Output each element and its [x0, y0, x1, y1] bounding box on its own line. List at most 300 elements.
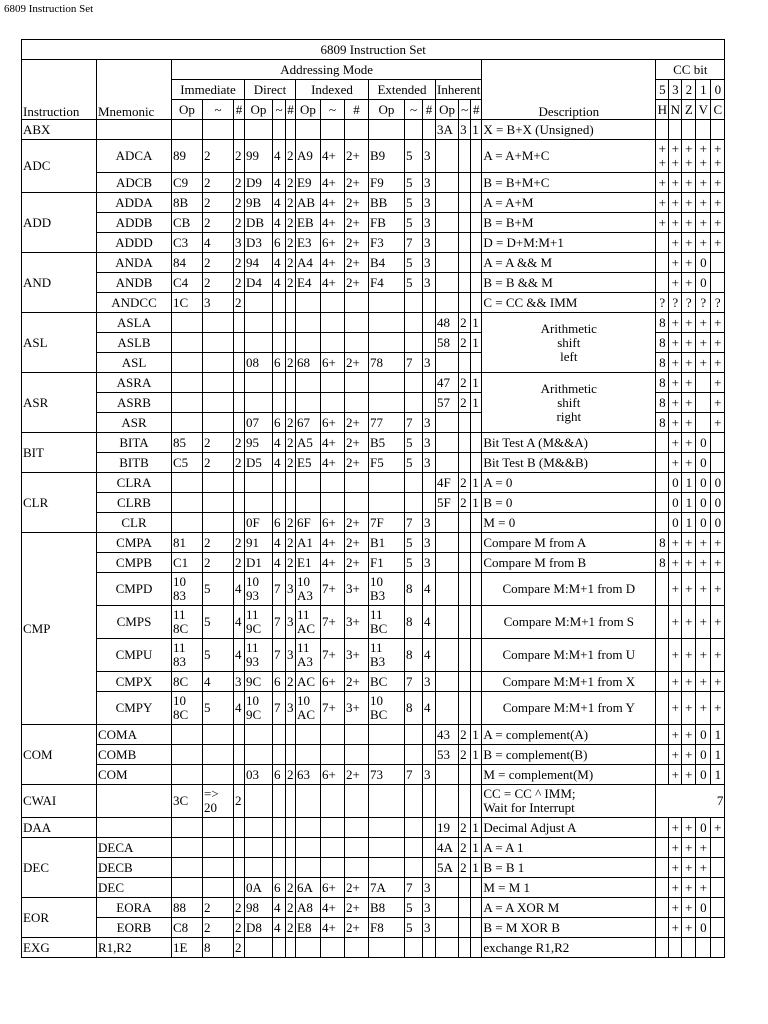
- table-title: 6809 Instruction Set: [22, 40, 725, 60]
- indexed-bytes-cell: 2+: [345, 253, 369, 273]
- direct-cycles-cell: 4: [273, 140, 286, 173]
- description-cell: Bit Test B (M&&B): [482, 453, 656, 473]
- table-row: [22, 692, 725, 725]
- cc-h-cell: [656, 938, 669, 958]
- header-immediate: Immediate: [172, 80, 245, 100]
- indexed-op-cell: [296, 473, 321, 493]
- header-cc-z: Z: [682, 100, 696, 120]
- cc-c-cell: +: [711, 692, 725, 725]
- cc-z-cell: +: [682, 353, 696, 373]
- extended-op-cell: [369, 293, 405, 313]
- immediate-op-cell: 10 83: [172, 573, 203, 606]
- extended-op-cell: F1: [369, 553, 405, 573]
- immediate-bytes-cell: 2: [234, 785, 245, 818]
- cc-v-cell: +: [696, 878, 711, 898]
- direct-bytes-cell: [286, 313, 296, 333]
- immediate-cycles-cell: [203, 858, 234, 878]
- cc-c-cell: [711, 858, 725, 878]
- indexed-op-cell: E8: [296, 918, 321, 938]
- extended-bytes-cell: [423, 333, 436, 353]
- mnemonic-cell: EORB: [97, 918, 172, 938]
- direct-bytes-cell: [286, 838, 296, 858]
- cc-v-cell: 0: [696, 473, 711, 493]
- description-cell: A = A+M+C: [482, 140, 656, 173]
- indexed-cycles-cell: [321, 313, 345, 333]
- extended-bytes-cell: 4: [423, 639, 436, 672]
- mnemonic-cell: COMA: [97, 725, 172, 745]
- instruction-cell: DEC: [22, 838, 97, 898]
- indexed-cycles-cell: [321, 293, 345, 313]
- cc-v-cell: 0: [696, 765, 711, 785]
- indexed-bytes-cell: [345, 745, 369, 765]
- extended-bytes-cell: 3: [423, 513, 436, 533]
- indexed-cycles-cell: 4+: [321, 140, 345, 173]
- extended-op-cell: 77: [369, 413, 405, 433]
- direct-bytes-cell: [286, 725, 296, 745]
- inherent-bytes-cell: [471, 433, 482, 453]
- extended-bytes-cell: [423, 473, 436, 493]
- cc-c-cell: +: [711, 533, 725, 553]
- inherent-bytes-cell: [471, 918, 482, 938]
- cc-c-cell: [711, 938, 725, 958]
- direct-cycles-cell: [273, 493, 286, 513]
- direct-bytes-cell: 2: [286, 433, 296, 453]
- indexed-bytes-cell: [345, 838, 369, 858]
- indexed-bytes-cell: [345, 313, 369, 333]
- inherent-op-cell: [436, 639, 459, 672]
- extended-cycles-cell: 8: [405, 573, 423, 606]
- inherent-bytes-cell: [471, 938, 482, 958]
- extended-cycles-cell: 8: [405, 639, 423, 672]
- indexed-cycles-cell: [321, 373, 345, 393]
- extended-cycles-cell: [405, 818, 423, 838]
- extended-cycles-cell: 7: [405, 513, 423, 533]
- cc-n-cell: +: [669, 313, 682, 333]
- immediate-op-cell: C8: [172, 918, 203, 938]
- header-mnemonic: Mnemonic: [97, 60, 172, 120]
- extended-op-cell: 73: [369, 765, 405, 785]
- extended-op-cell: [369, 938, 405, 958]
- inherent-cycles-cell: 2: [459, 725, 471, 745]
- extended-op-cell: [369, 725, 405, 745]
- extended-bytes-cell: [423, 493, 436, 513]
- table-row: [22, 493, 725, 513]
- extended-bytes-cell: [423, 725, 436, 745]
- inherent-op-cell: 53: [436, 745, 459, 765]
- cc-h-cell: [656, 233, 669, 253]
- direct-cycles-cell: 4: [273, 453, 286, 473]
- inherent-bytes-cell: 1: [471, 725, 482, 745]
- cc-h-cell: [656, 639, 669, 672]
- inherent-cycles-cell: 2: [459, 393, 471, 413]
- inherent-op-cell: [436, 513, 459, 533]
- immediate-cycles-cell: [203, 353, 234, 373]
- cc-c-cell: 1: [711, 765, 725, 785]
- cc-z-cell: +: [682, 193, 696, 213]
- cc-h-cell: [656, 273, 669, 293]
- direct-cycles-cell: 4: [273, 213, 286, 233]
- indexed-bytes-cell: [345, 493, 369, 513]
- immediate-cycles-cell: [203, 493, 234, 513]
- cc-z-cell: +: [682, 672, 696, 692]
- direct-bytes-cell: 2: [286, 533, 296, 553]
- direct-op-cell: [245, 745, 273, 765]
- cc-v-cell: 0: [696, 898, 711, 918]
- extended-cycles-cell: [405, 745, 423, 765]
- cc-n-cell: +: [669, 413, 682, 433]
- cc-h-cell: [656, 606, 669, 639]
- extended-cycles-cell: 7: [405, 878, 423, 898]
- cc-c-cell: + +: [711, 140, 725, 173]
- direct-op-cell: 11 9C: [245, 606, 273, 639]
- inherent-bytes-cell: [471, 639, 482, 672]
- instruction-cell: AND: [22, 253, 97, 313]
- direct-cycles-cell: [273, 838, 286, 858]
- inherent-bytes-cell: [471, 672, 482, 692]
- mnemonic-cell: BITB: [97, 453, 172, 473]
- inherent-bytes-cell: [471, 553, 482, 573]
- indexed-op-cell: [296, 838, 321, 858]
- instruction-cell: CLR: [22, 473, 97, 533]
- cc-z-cell: +: [682, 273, 696, 293]
- instruction-cell: EOR: [22, 898, 97, 938]
- immediate-op-cell: [172, 513, 203, 533]
- inherent-cycles-cell: 2: [459, 333, 471, 353]
- direct-cycles-cell: [273, 938, 286, 958]
- cc-c-cell: [711, 253, 725, 273]
- header-indexed: Indexed: [296, 80, 369, 100]
- cc-v-cell: +: [696, 672, 711, 692]
- immediate-bytes-cell: [234, 493, 245, 513]
- immediate-op-cell: 10 8C: [172, 692, 203, 725]
- cc-h-cell: [656, 918, 669, 938]
- extended-op-cell: B9: [369, 140, 405, 173]
- inherent-op-cell: 57: [436, 393, 459, 413]
- cc-c-cell: [711, 898, 725, 918]
- indexed-op-cell: [296, 745, 321, 765]
- extended-bytes-cell: 3: [423, 253, 436, 273]
- table-row: [22, 898, 725, 918]
- inherent-cycles-cell: 2: [459, 745, 471, 765]
- cc-h-cell: [656, 433, 669, 453]
- cc-z-cell: [682, 120, 696, 140]
- header-cc-1: 1: [696, 80, 711, 100]
- indexed-cycles-cell: 4+: [321, 173, 345, 193]
- extended-bytes-cell: 3: [423, 193, 436, 213]
- mnemonic-cell: ADCA: [97, 140, 172, 173]
- header-dir-cycles: ~: [273, 100, 286, 120]
- description-cell: exchange R1,R2: [482, 938, 656, 958]
- direct-op-cell: [245, 818, 273, 838]
- indexed-op-cell: 63: [296, 765, 321, 785]
- direct-cycles-cell: [273, 725, 286, 745]
- direct-bytes-cell: 3: [286, 606, 296, 639]
- direct-op-cell: 99: [245, 140, 273, 173]
- header-inh-op: Op: [436, 100, 459, 120]
- header-ext-op: Op: [369, 100, 405, 120]
- immediate-op-cell: 11 83: [172, 639, 203, 672]
- inherent-bytes-cell: [471, 573, 482, 606]
- indexed-cycles-cell: 4+: [321, 193, 345, 213]
- extended-cycles-cell: 5: [405, 433, 423, 453]
- cc-n-cell: +: [669, 213, 682, 233]
- extended-bytes-cell: [423, 745, 436, 765]
- cc-n-cell: +: [669, 672, 682, 692]
- cc-z-cell: +: [682, 253, 696, 273]
- cc-z-cell: +: [682, 573, 696, 606]
- table-row: [22, 373, 725, 393]
- description-cell: B = M XOR B: [482, 918, 656, 938]
- direct-op-cell: DB: [245, 213, 273, 233]
- extended-bytes-cell: [423, 938, 436, 958]
- extended-bytes-cell: [423, 393, 436, 413]
- direct-bytes-cell: 2: [286, 213, 296, 233]
- inherent-op-cell: 5A: [436, 858, 459, 878]
- cc-h-cell: 8: [656, 553, 669, 573]
- indexed-bytes-cell: 2+: [345, 918, 369, 938]
- cc-n-cell: [669, 938, 682, 958]
- immediate-cycles-cell: 2: [203, 253, 234, 273]
- mnemonic-cell: DECB: [97, 858, 172, 878]
- cc-h-cell: [656, 745, 669, 765]
- immediate-op-cell: 3C: [172, 785, 203, 818]
- cc-n-cell: +: [669, 553, 682, 573]
- direct-bytes-cell: [286, 293, 296, 313]
- description-cell: M = 0: [482, 513, 656, 533]
- extended-op-cell: [369, 393, 405, 413]
- description-cell: D = D+M:M+1: [482, 233, 656, 253]
- inherent-bytes-cell: 1: [471, 858, 482, 878]
- direct-op-cell: 9B: [245, 193, 273, 213]
- indexed-bytes-cell: 2+: [345, 513, 369, 533]
- immediate-bytes-cell: [234, 818, 245, 838]
- extended-op-cell: 7F: [369, 513, 405, 533]
- indexed-cycles-cell: 7+: [321, 606, 345, 639]
- table-row: [22, 639, 725, 672]
- indexed-cycles-cell: 4+: [321, 533, 345, 553]
- indexed-cycles-cell: [321, 333, 345, 353]
- extended-cycles-cell: 5: [405, 213, 423, 233]
- cc-c-cell: +: [711, 313, 725, 333]
- immediate-cycles-cell: 2: [203, 140, 234, 173]
- extended-bytes-cell: [423, 293, 436, 313]
- cc-c-cell: +: [711, 373, 725, 393]
- indexed-bytes-cell: [345, 333, 369, 353]
- cc-h-cell: [656, 120, 669, 140]
- immediate-bytes-cell: [234, 353, 245, 373]
- extended-bytes-cell: 3: [423, 553, 436, 573]
- description-cell: B = 0: [482, 493, 656, 513]
- inherent-op-cell: 4A: [436, 838, 459, 858]
- description-cell: A = A && M: [482, 253, 656, 273]
- direct-bytes-cell: 2: [286, 140, 296, 173]
- indexed-op-cell: E1: [296, 553, 321, 573]
- immediate-bytes-cell: [234, 393, 245, 413]
- mnemonic-cell: [97, 120, 172, 140]
- header-direct: Direct: [245, 80, 296, 100]
- immediate-op-cell: 1E: [172, 938, 203, 958]
- table-row: [22, 120, 725, 140]
- indexed-cycles-cell: 6+: [321, 513, 345, 533]
- inherent-cycles-cell: 2: [459, 313, 471, 333]
- table-row: [22, 513, 725, 533]
- inherent-bytes-cell: [471, 533, 482, 553]
- immediate-cycles-cell: 2: [203, 918, 234, 938]
- immediate-cycles-cell: [203, 838, 234, 858]
- cc-cell: 7: [656, 785, 725, 818]
- extended-op-cell: [369, 473, 405, 493]
- inherent-cycles-cell: 3: [459, 120, 471, 140]
- indexed-op-cell: E5: [296, 453, 321, 473]
- header-idx-bytes: #: [345, 100, 369, 120]
- direct-cycles-cell: 6: [273, 353, 286, 373]
- cc-z-cell: +: [682, 433, 696, 453]
- immediate-op-cell: 84: [172, 253, 203, 273]
- indexed-op-cell: [296, 725, 321, 745]
- indexed-cycles-cell: 6+: [321, 233, 345, 253]
- cc-c-cell: +: [711, 672, 725, 692]
- immediate-op-cell: 89: [172, 140, 203, 173]
- inherent-op-cell: [436, 273, 459, 293]
- immediate-op-cell: 8B: [172, 193, 203, 213]
- extended-op-cell: [369, 785, 405, 818]
- cc-h-cell: [656, 725, 669, 745]
- indexed-op-cell: [296, 120, 321, 140]
- immediate-op-cell: [172, 725, 203, 745]
- indexed-cycles-cell: [321, 725, 345, 745]
- direct-op-cell: 9C: [245, 672, 273, 692]
- extended-bytes-cell: 3: [423, 672, 436, 692]
- description-cell: A = A XOR M: [482, 898, 656, 918]
- indexed-cycles-cell: 6+: [321, 353, 345, 373]
- immediate-bytes-cell: 2: [234, 253, 245, 273]
- immediate-cycles-cell: 2: [203, 193, 234, 213]
- immediate-bytes-cell: 4: [234, 639, 245, 672]
- cc-h-cell: [656, 858, 669, 878]
- immediate-op-cell: [172, 373, 203, 393]
- extended-op-cell: F4: [369, 273, 405, 293]
- immediate-cycles-cell: 5: [203, 606, 234, 639]
- indexed-cycles-cell: 7+: [321, 573, 345, 606]
- inherent-cycles-cell: [459, 293, 471, 313]
- extended-op-cell: B1: [369, 533, 405, 553]
- description-cell: Arithmetic shift right: [482, 373, 656, 433]
- direct-bytes-cell: [286, 818, 296, 838]
- extended-bytes-cell: [423, 818, 436, 838]
- inherent-bytes-cell: [471, 898, 482, 918]
- cc-h-cell: +: [656, 173, 669, 193]
- direct-op-cell: D5: [245, 453, 273, 473]
- table-row: [22, 573, 725, 606]
- indexed-op-cell: A8: [296, 898, 321, 918]
- cc-h-cell: [656, 878, 669, 898]
- direct-cycles-cell: 6: [273, 765, 286, 785]
- inherent-op-cell: [436, 938, 459, 958]
- inherent-cycles-cell: [459, 639, 471, 672]
- mnemonic-cell: CMPB: [97, 553, 172, 573]
- table-row: [22, 140, 725, 173]
- immediate-cycles-cell: 4: [203, 672, 234, 692]
- cc-c-cell: +: [711, 353, 725, 373]
- cc-v-cell: 0: [696, 918, 711, 938]
- cc-n-cell: +: [669, 858, 682, 878]
- direct-cycles-cell: 4: [273, 253, 286, 273]
- inherent-op-cell: [436, 253, 459, 273]
- indexed-bytes-cell: [345, 725, 369, 745]
- cc-n-cell: +: [669, 453, 682, 473]
- inherent-cycles-cell: 2: [459, 473, 471, 493]
- instruction-cell: BIT: [22, 433, 97, 473]
- cc-h-cell: +: [656, 213, 669, 233]
- cc-n-cell: +: [669, 373, 682, 393]
- inherent-op-cell: [436, 453, 459, 473]
- inherent-op-cell: 5F: [436, 493, 459, 513]
- extended-op-cell: [369, 373, 405, 393]
- mnemonic-cell: ADCB: [97, 173, 172, 193]
- cc-v-cell: +: [696, 573, 711, 606]
- direct-bytes-cell: 3: [286, 573, 296, 606]
- description-cell: B = B+M: [482, 213, 656, 233]
- extended-op-cell: B8: [369, 898, 405, 918]
- header-dir-op: Op: [245, 100, 273, 120]
- immediate-op-cell: C4: [172, 273, 203, 293]
- direct-bytes-cell: [286, 393, 296, 413]
- indexed-bytes-cell: 2+: [345, 140, 369, 173]
- immediate-cycles-cell: 2: [203, 898, 234, 918]
- direct-op-cell: 03: [245, 765, 273, 785]
- immediate-bytes-cell: 2: [234, 898, 245, 918]
- direct-op-cell: 08: [245, 353, 273, 373]
- extended-cycles-cell: [405, 373, 423, 393]
- cc-n-cell: +: [669, 353, 682, 373]
- inherent-cycles-cell: [459, 253, 471, 273]
- extended-op-cell: [369, 745, 405, 765]
- cc-v-cell: [696, 373, 711, 393]
- direct-bytes-cell: 2: [286, 273, 296, 293]
- cc-z-cell: +: [682, 858, 696, 878]
- description-cell: X = B+X (Unsigned): [482, 120, 656, 140]
- extended-op-cell: 10 BC: [369, 692, 405, 725]
- cc-c-cell: ?: [711, 293, 725, 313]
- extended-cycles-cell: 5: [405, 253, 423, 273]
- immediate-op-cell: [172, 858, 203, 878]
- extended-bytes-cell: 3: [423, 878, 436, 898]
- indexed-op-cell: [296, 858, 321, 878]
- direct-bytes-cell: 2: [286, 353, 296, 373]
- inherent-bytes-cell: [471, 785, 482, 818]
- cc-h-cell: 8: [656, 393, 669, 413]
- immediate-cycles-cell: [203, 120, 234, 140]
- indexed-op-cell: 6F: [296, 513, 321, 533]
- mnemonic-cell: ASLB: [97, 333, 172, 353]
- immediate-op-cell: [172, 818, 203, 838]
- immediate-bytes-cell: 4: [234, 692, 245, 725]
- cc-v-cell: +: [696, 173, 711, 193]
- inherent-op-cell: [436, 353, 459, 373]
- direct-cycles-cell: 4: [273, 273, 286, 293]
- cc-c-cell: 0: [711, 493, 725, 513]
- direct-bytes-cell: 2: [286, 672, 296, 692]
- direct-cycles-cell: 6: [273, 233, 286, 253]
- cc-c-cell: [711, 433, 725, 453]
- inherent-cycles-cell: [459, 353, 471, 373]
- header-cc-h: H: [656, 100, 669, 120]
- indexed-bytes-cell: [345, 393, 369, 413]
- mnemonic-cell: ASRB: [97, 393, 172, 413]
- indexed-op-cell: EB: [296, 213, 321, 233]
- cc-h-cell: [656, 453, 669, 473]
- direct-op-cell: [245, 473, 273, 493]
